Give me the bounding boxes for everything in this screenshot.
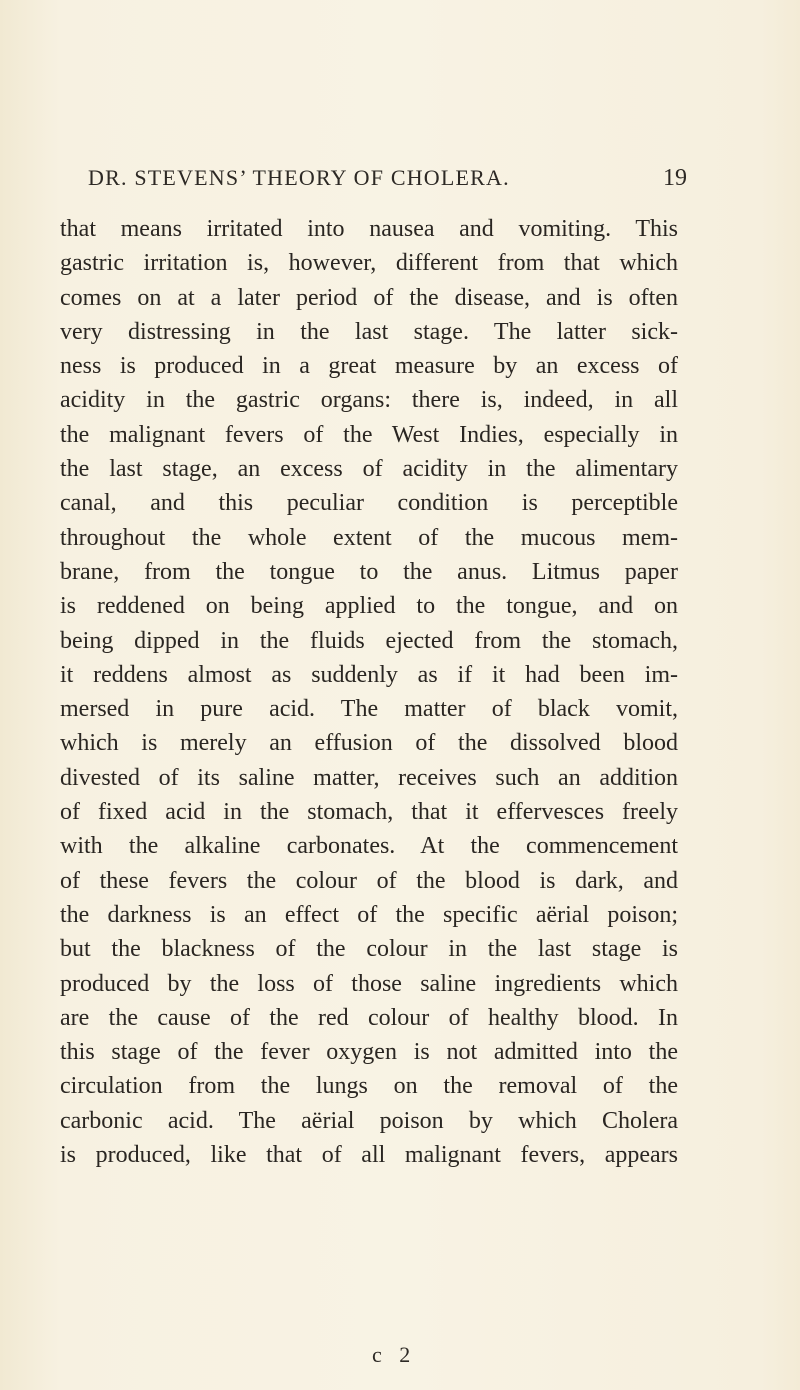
text-line: with the alkaline carbonates. At the commencement [60, 833, 678, 860]
text-line: gastric irritation is, however, different from that which [60, 250, 678, 277]
body-text [60, 212, 678, 1172]
text-line: carbonic acid. The aërial poison by which Cholera [60, 1107, 678, 1134]
text-line: divested of its saline matter, receives such an addition [60, 764, 678, 791]
running-head [0, 0, 800, 200]
page-number: 19 [663, 165, 687, 191]
text-line: being dipped in the fluids ejected from the stomach, [60, 627, 678, 654]
text-line: is produced, like that of all malignant fevers, appears [60, 1142, 678, 1169]
text-line: produced by the loss of those saline ingredients which [60, 970, 678, 997]
signature-mark: c 2 [372, 1342, 417, 1367]
text-line: of these fevers the colour of the blood is dark, and [60, 867, 678, 894]
text-line: canal, and this peculiar condition is perceptible [60, 490, 678, 517]
text-line: brane, from the tongue to the anus. Litmus paper [60, 558, 678, 585]
text-line: circulation from the lungs on the removal of the [60, 1073, 678, 1100]
text-line: the last stage, an excess of acidity in the alimentary [60, 456, 678, 483]
text-line: but the blackness of the colour in the last stage is [60, 936, 678, 963]
running-head-title: DR. STEVENS’ THEORY OF CHOLERA. [88, 165, 510, 190]
text-line: it reddens almost as suddenly as if it had been im- [60, 661, 678, 688]
text-line: are the cause of the red colour of healthy blood. In [60, 1004, 678, 1031]
text-line: comes on at a later period of the disease, and is often [60, 284, 678, 311]
text-line: acidity in the gastric organs: there is, indeed, in all [60, 387, 678, 414]
text-line: ness is produced in a great measure by an excess of [60, 353, 678, 380]
text-line: that means irritated into nausea and vomiting. This [60, 216, 678, 242]
text-line: of fixed acid in the stomach, that it effervesces freely [60, 799, 678, 826]
text-line: mersed in pure acid. The matter of black vomit, [60, 696, 678, 723]
text-line: is reddened on being applied to the tongue, and on [60, 593, 678, 620]
text-line: throughout the whole extent of the mucous mem- [60, 524, 678, 551]
text-line: this stage of the fever oxygen is not admitted into the [60, 1039, 678, 1066]
text-line: very distressing in the last stage. The latter sick- [60, 318, 678, 345]
text-line: which is merely an effusion of the dissolved blood [60, 730, 678, 757]
text-line: the malignant fevers of the West Indies, especially in [60, 421, 678, 448]
text-line: the darkness is an effect of the specific aërial poison; [60, 901, 678, 928]
